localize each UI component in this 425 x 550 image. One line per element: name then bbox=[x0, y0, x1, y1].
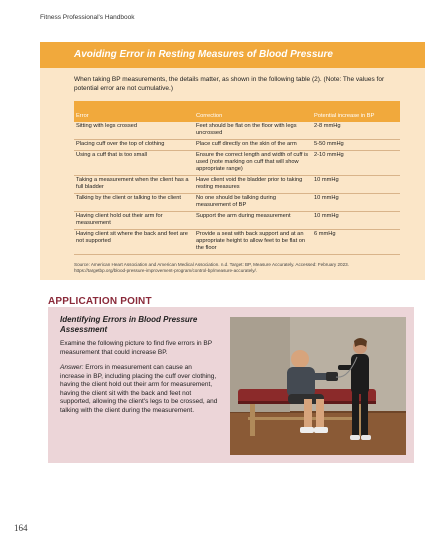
bp-error-table bbox=[74, 101, 400, 255]
cell-correction: Ensure the correct length and width of cuff is used (note marking on cuff that will show appropriate range) bbox=[194, 151, 312, 176]
cell-increase: 10 mmHg bbox=[312, 212, 400, 230]
cell-increase: 10 mmHg bbox=[312, 176, 400, 194]
cell-correction: Have client void the bladder prior to taking resting measures bbox=[194, 176, 312, 194]
table-row bbox=[74, 212, 400, 230]
table-row bbox=[74, 140, 400, 151]
application-question: Examine the following picture to find five errors in BP measurement that could increase BP. bbox=[60, 340, 212, 356]
feature-box bbox=[40, 42, 425, 280]
page-number: 164 bbox=[14, 523, 28, 533]
cell-correction: Place cuff directly on the skin of the arm bbox=[194, 140, 312, 151]
answer-lead: Answer: bbox=[60, 364, 84, 371]
feature-source-note: Source: American Heart Association and American Medical Association. n.d. Target: BP, Measure Accurately. Accessed: February 2023. https://targetbp.org/blood-pressure-improvement-program/control-bp/measure-accurately/. bbox=[74, 262, 349, 273]
table-row bbox=[74, 176, 400, 194]
application-answer bbox=[60, 364, 218, 415]
cell-correction: Feet should be flat on the floor with legs uncrossed bbox=[194, 122, 312, 140]
cell-error: Sitting with legs crossed bbox=[74, 122, 194, 140]
application-point-heading: APPLICATION POINT bbox=[48, 296, 152, 307]
cell-error: Talking by the client or talking to the client bbox=[74, 194, 194, 212]
table-row bbox=[74, 230, 400, 255]
table-header-row bbox=[74, 101, 400, 122]
table-row bbox=[74, 122, 400, 140]
cell-increase: 2-10 mmHg bbox=[312, 151, 400, 176]
header-potential-increase: Potential increase in BP bbox=[312, 101, 400, 122]
cell-error: Having client sit where the back and feet are not supported bbox=[74, 230, 194, 255]
table-row bbox=[74, 151, 400, 176]
running-head: Fitness Professional's Handbook bbox=[40, 14, 135, 21]
header-correction: Correction bbox=[194, 101, 312, 122]
application-point-box bbox=[48, 307, 414, 463]
header-error: Error bbox=[74, 101, 194, 122]
table-row bbox=[74, 194, 400, 212]
bp-measurement-photo bbox=[230, 317, 406, 455]
bp-measurement-illustration bbox=[230, 317, 406, 455]
cell-increase: 10 mmHg bbox=[312, 194, 400, 212]
answer-body: Errors in measurement can cause an increase in BP, including placing the cuff over clothing, having the client hold out their arm for measurement, having the client sit with the back and feet not supported, allowing the client's legs to be crossed, and talking with the client during the measurement. bbox=[60, 364, 218, 414]
cell-increase: 5-50 mmHg bbox=[312, 140, 400, 151]
cell-error: Taking a measurement when the client has a full bladder bbox=[74, 176, 194, 194]
cell-error: Using a cuff that is too small bbox=[74, 151, 194, 176]
feature-title: Avoiding Error in Resting Measures of Blood Pressure bbox=[74, 49, 333, 60]
feature-title-bar bbox=[40, 42, 425, 68]
cell-correction: Support the arm during measurement bbox=[194, 212, 312, 230]
cell-increase: 2-8 mmHg bbox=[312, 122, 400, 140]
application-subtitle: Identifying Errors in Blood Pressure Assessment bbox=[60, 315, 198, 334]
cell-correction: No one should be talking during measurement of BP bbox=[194, 194, 312, 212]
cell-correction: Provide a seat with back support and at an appropriate height to allow feet to be flat on the floor bbox=[194, 230, 312, 255]
cell-error: Having client hold out their arm for measurement bbox=[74, 212, 194, 230]
cell-increase: 6 mmHg bbox=[312, 230, 400, 255]
feature-intro: When taking BP measurements, the details matter, as shown in the following table (2). (Note: The values for potential error are not cumulative.) bbox=[74, 76, 385, 92]
cell-error: Placing cuff over the top of clothing bbox=[74, 140, 194, 151]
